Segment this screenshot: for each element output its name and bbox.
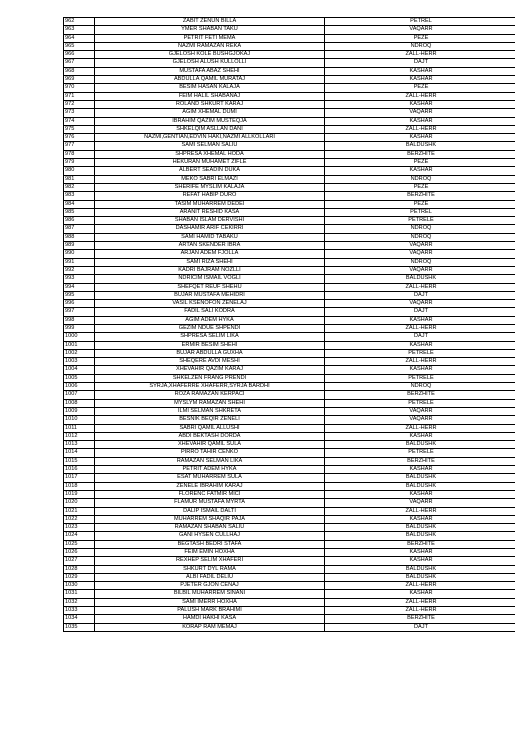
table-row [64,134,515,142]
village-name: PEZE [325,200,515,208]
person-name: FEIM HALIL SHABANAJ [95,92,325,100]
row-number: 990 [64,250,95,258]
row-number: 985 [64,208,95,216]
person-name: SAMI HAMID TABAKU [95,233,325,241]
village-name: KASHAR [325,134,515,142]
village-name: VAQARR [325,266,515,274]
table-row [64,582,515,590]
person-name: SAMI RIZA SHEHI [95,258,325,266]
row-number: 1011 [64,424,95,432]
row-number: 980 [64,167,95,175]
person-name: ARANIT RESHID KASA [95,208,325,216]
table-row [64,374,515,382]
village-name: VAQARR [325,300,515,308]
village-name: BERZHITE [325,150,515,158]
table-row [64,109,515,117]
row-number: 983 [64,192,95,200]
row-number: 965 [64,42,95,50]
table-row [64,183,515,191]
row-number: 1035 [64,623,95,631]
person-name: PALUSH MARK BRAHIMI [95,607,325,615]
person-name: BUJAR ABDULLA GUXHA [95,349,325,357]
row-number: 963 [64,26,95,34]
person-name: KADRI BAJRAM NOZLLI [95,266,325,274]
table-row [64,457,515,465]
row-number: 968 [64,67,95,75]
person-name: SABRI QAMIL ALLUSHI [95,424,325,432]
table-row [64,92,515,100]
village-name: PETRELE [325,217,515,225]
row-number: 975 [64,125,95,133]
village-name: ZALL-HERR [325,598,515,606]
table-row [64,125,515,133]
row-number: 991 [64,258,95,266]
village-name: PEZE [325,159,515,167]
table-row [64,217,515,225]
person-name: GEZIM NDUE SHPENDI [95,324,325,332]
table-row [64,283,515,291]
table-row [64,26,515,34]
village-name: BERZHITE [325,615,515,623]
person-name: ROZA RAMAZAN KERPACI [95,391,325,399]
row-number: 967 [64,59,95,67]
person-name: ALBERT SEADIN DUKA [95,167,325,175]
table-row [64,490,515,498]
row-number: 1012 [64,432,95,440]
row-number: 981 [64,175,95,183]
row-number: 964 [64,34,95,42]
village-name: DAJT [325,333,515,341]
village-name: ZALL-HERR [325,92,515,100]
person-name: ESAT MUHARREM SULA [95,474,325,482]
beneficiary-table [63,17,515,632]
village-name: PETRELE [325,349,515,357]
row-number: 1032 [64,598,95,606]
row-number: 995 [64,291,95,299]
person-name: SYRJA,XHAFERRE XHAFERR,SYRJA BARDHI [95,383,325,391]
village-name: VAQARR [325,416,515,424]
table-row [64,432,515,440]
table-row [64,532,515,540]
row-number: 1020 [64,499,95,507]
row-number: 969 [64,76,95,84]
person-name: ERMIR BESIM SHEHI [95,341,325,349]
person-name: REXHEP SELIM XHAFERI [95,557,325,565]
row-number: 1031 [64,590,95,598]
village-name: KASHAR [325,67,515,75]
row-number: 1022 [64,515,95,523]
village-name: BALDUSHK [325,441,515,449]
table-row [64,366,515,374]
person-name: NAZMI RAMAZAN REKA [95,42,325,50]
table-row [64,233,515,241]
person-name: ILMI SELMAN SHKRETA [95,407,325,415]
person-name: MYSLYM RAMAZAN SHEHI [95,399,325,407]
village-name: BALDUSHK [325,573,515,581]
village-name: KASHAR [325,316,515,324]
person-name: REFAT HABIP DURO [95,192,325,200]
row-number: 1024 [64,532,95,540]
person-name: SHPRESA XHEMAL HODA [95,150,325,158]
table-row [64,175,515,183]
village-name: BALDUSHK [325,275,515,283]
table-row [64,565,515,573]
person-name: NDRICIM ISMAIL VOGLI [95,275,325,283]
village-name: ZALL-HERR [325,582,515,590]
row-number: 988 [64,233,95,241]
table-row [64,507,515,515]
table-row [64,623,515,631]
table-row [64,466,515,474]
table-row [64,67,515,75]
row-number: 978 [64,150,95,158]
table-row [64,324,515,332]
village-name: VAQARR [325,109,515,117]
village-name: PETRELE [325,374,515,382]
row-number: 1007 [64,391,95,399]
row-number: 1034 [64,615,95,623]
person-name: HAMDI HAKHI KASA [95,615,325,623]
person-name: BILBIL MUHARREM SINANI [95,590,325,598]
village-name: KASHAR [325,432,515,440]
village-name: NDROQ [325,225,515,233]
row-number: 1016 [64,466,95,474]
village-name: VAQARR [325,26,515,34]
table-row [64,407,515,415]
table-row [64,308,515,316]
village-name: ZALL-HERR [325,324,515,332]
row-number: 993 [64,275,95,283]
table-row [64,167,515,175]
row-number: 1008 [64,399,95,407]
row-number: 994 [64,283,95,291]
village-name: NDROQ [325,383,515,391]
person-name: XHEVAHIR QAMIL SULA [95,441,325,449]
table-row [64,275,515,283]
person-name: PIRRO TAHIR CENKO [95,449,325,457]
village-name: BERZHITE [325,540,515,548]
row-number: 1004 [64,366,95,374]
person-name: NAZMI,GENTIAN,EDVIN HAKI,NAZMI ALLKOLLARI [95,134,325,142]
row-number: 1018 [64,482,95,490]
village-name: PEZE [325,84,515,92]
table-row [64,225,515,233]
row-number: 1026 [64,549,95,557]
table-row [64,358,515,366]
village-name: PETREL [325,18,515,26]
row-number: 973 [64,109,95,117]
person-name: BUJAR MUSTAFA MEHIDRI [95,291,325,299]
village-name: ZALL-HERR [325,424,515,432]
table-row [64,515,515,523]
table-row [64,441,515,449]
row-number: 1005 [64,374,95,382]
person-name: FLORENC FATMIR MICI [95,490,325,498]
person-name: FEIM EMIN HOXHA [95,549,325,557]
person-name: MUSTAFA ABAZ SHEHI [95,67,325,75]
person-name: IBRAHIM QAZIM MUSTEQJA [95,117,325,125]
person-name: SHPRESA SELIM LIKA [95,333,325,341]
person-name: GJELOSH KOLE BUSHGJOKAJ [95,51,325,59]
village-name: BALDUSHK [325,524,515,532]
person-name: GANI HYSEN CULLHAJ [95,532,325,540]
row-number: 996 [64,300,95,308]
person-name: BESNIK BEQIR ZENELI [95,416,325,424]
row-number: 992 [64,266,95,274]
row-number: 1013 [64,441,95,449]
row-number: 1002 [64,349,95,357]
table-row [64,333,515,341]
table-row [64,300,515,308]
village-name: PETRELE [325,449,515,457]
row-number: 1027 [64,557,95,565]
village-name: BALDUSHK [325,142,515,150]
row-number: 979 [64,159,95,167]
person-name: DASHAMIR ARIF CEKIRRI [95,225,325,233]
row-number: 976 [64,134,95,142]
village-name: KASHAR [325,100,515,108]
row-number: 1029 [64,573,95,581]
village-name: KASHAR [325,490,515,498]
village-name: VAQARR [325,499,515,507]
village-name: BERZHITE [325,192,515,200]
person-name: ROLAND SHKURT KARAJ [95,100,325,108]
person-name: ABDI BEKTASH DORDA [95,432,325,440]
village-name: ZALL-HERR [325,51,515,59]
person-name: SHKURT DYL RAMA [95,565,325,573]
row-number: 970 [64,84,95,92]
village-name: BALDUSHK [325,474,515,482]
row-number: 962 [64,18,95,26]
table-row [64,51,515,59]
row-number: 1001 [64,341,95,349]
person-name: SHEFQET REUF SHEHU [95,283,325,291]
person-name: VASIL KSENOFON ZENELAJ [95,300,325,308]
row-number: 966 [64,51,95,59]
row-number: 987 [64,225,95,233]
village-name: NDROQ [325,42,515,50]
row-number: 982 [64,183,95,191]
village-name: BALDUSHK [325,482,515,490]
table-row [64,59,515,67]
person-name: RAMAZAN SHABAN SALIU [95,524,325,532]
village-name: KASHAR [325,117,515,125]
person-name: PJETER GJON CENAJ [95,582,325,590]
person-name: DALIP ISMAIL DALTI [95,507,325,515]
village-name: PEZE [325,34,515,42]
table-row [64,100,515,108]
village-name: ZALL-HERR [325,607,515,615]
row-number: 971 [64,92,95,100]
table-row [64,573,515,581]
village-name: KASHAR [325,167,515,175]
person-name: SHKELZEN FRANG PRENDI [95,374,325,382]
village-name: NDROQ [325,258,515,266]
table-row [64,316,515,324]
row-number: 1030 [64,582,95,590]
person-name: BESIM HASAN KALAJA [95,84,325,92]
table-row [64,84,515,92]
table-row [64,615,515,623]
village-name: DAJT [325,623,515,631]
table-row [64,266,515,274]
table-row [64,607,515,615]
person-name: FADIL SALI KODRA [95,308,325,316]
row-number: 984 [64,200,95,208]
table-row [64,499,515,507]
table-row [64,424,515,432]
table-row [64,383,515,391]
village-name: KASHAR [325,366,515,374]
row-number: 1006 [64,383,95,391]
table-row [64,76,515,84]
table-row [64,399,515,407]
village-name: VAQARR [325,407,515,415]
person-name: PETRIT FETI MEMA [95,34,325,42]
row-number: 997 [64,308,95,316]
village-name: KASHAR [325,549,515,557]
person-name: FLAMUR MUSTAFA MYRTA [95,499,325,507]
row-number: 1000 [64,333,95,341]
person-name: GJELOSH ALUSH KULLOLLI [95,59,325,67]
village-name: DAJT [325,291,515,299]
village-name: NDROQ [325,233,515,241]
row-number: 1025 [64,540,95,548]
village-name: KASHAR [325,590,515,598]
table-row [64,540,515,548]
person-name: KORAP RAM MEMAJ [95,623,325,631]
table-row [64,192,515,200]
table-row [64,18,515,26]
village-name: BERZHITE [325,391,515,399]
person-name: SHABAN ISLAM DERVISHI [95,217,325,225]
person-name: ARJAN ADEM FJOLLA [95,250,325,258]
person-name: SHERIFE MYSLIM KALAJA [95,183,325,191]
village-name: BALDUSHK [325,565,515,573]
person-name: SAMI IMERR HOXHA [95,598,325,606]
table-row [64,208,515,216]
table-row [64,258,515,266]
row-number: 1019 [64,490,95,498]
village-name: VAQARR [325,250,515,258]
table-row [64,549,515,557]
table-row [64,291,515,299]
table-row [64,117,515,125]
row-number: 999 [64,324,95,332]
row-number: 1028 [64,565,95,573]
village-name: KASHAR [325,466,515,474]
table-row [64,524,515,532]
village-name: KASHAR [325,515,515,523]
village-name: VAQARR [325,242,515,250]
row-number: 1021 [64,507,95,515]
person-name: AGIM XHEMAL DUMI [95,109,325,117]
village-name: BALDUSHK [325,532,515,540]
row-number: 972 [64,100,95,108]
row-number: 1010 [64,416,95,424]
table-row [64,42,515,50]
village-name: ZALL-HERR [325,125,515,133]
row-number: 989 [64,242,95,250]
village-name: KASHAR [325,76,515,84]
table-row [64,142,515,150]
table-row [64,242,515,250]
table-row [64,391,515,399]
table-row [64,349,515,357]
row-number: 1015 [64,457,95,465]
village-name: ZALL-HERR [325,283,515,291]
village-name: PETRELE [325,399,515,407]
table-row [64,341,515,349]
table-row [64,250,515,258]
person-name: RAMAZAN SELMAN LIKA [95,457,325,465]
row-number: 1003 [64,358,95,366]
person-name: AGIM ADEM HYKA [95,316,325,324]
person-name: MEKO SABRI ELMAZI [95,175,325,183]
person-name: HEKURAN MUHAMET ZIFLE [95,159,325,167]
person-name: BEGTASH BEDRI STAFA [95,540,325,548]
table-row [64,474,515,482]
person-name: ARTAN SKENDER IBRA [95,242,325,250]
table-row [64,590,515,598]
row-number: 974 [64,117,95,125]
village-name: ZALL-HERR [325,507,515,515]
row-number: 1033 [64,607,95,615]
person-name: PETRIT ADEM HYKA [95,466,325,474]
table-row [64,598,515,606]
person-name: TASIM MUHARREM DEDEI [95,200,325,208]
table-row [64,482,515,490]
village-name: KASHAR [325,557,515,565]
row-number: 998 [64,316,95,324]
village-name: PEZE [325,183,515,191]
person-name: ZABIT ZENUN BILLA [95,18,325,26]
village-name: PETREL [325,208,515,216]
village-name: DAJT [325,59,515,67]
village-name: BERZHITE [325,457,515,465]
village-name: KASHAR [325,341,515,349]
row-number: 1014 [64,449,95,457]
table-row [64,449,515,457]
row-number: 986 [64,217,95,225]
person-name: MUHARREM SHAQIR PAJA [95,515,325,523]
person-name: SHEQERE AVDI MESHI [95,358,325,366]
person-name: ALBI FADIL DELIU [95,573,325,581]
village-name: NDROQ [325,175,515,183]
person-name: SAMI SELMAN SALIU [95,142,325,150]
village-name: DAJT [325,308,515,316]
person-name: XHEVAHIR QAZIM KARAJ [95,366,325,374]
person-name: YMER SHABAN TAKU [95,26,325,34]
table-row [64,159,515,167]
person-name: ZENELE IBRAHIM KARAJ [95,482,325,490]
row-number: 1023 [64,524,95,532]
table-body [64,18,515,632]
table-row [64,557,515,565]
table-row [64,150,515,158]
person-name: SHKELQIM ASLLAN DANI [95,125,325,133]
table-row [64,34,515,42]
row-number: 1009 [64,407,95,415]
table-row [64,416,515,424]
table-row [64,200,515,208]
person-name: ABDULLA QAMIL MURATAJ [95,76,325,84]
village-name: ZALL-HERR [325,358,515,366]
row-number: 1017 [64,474,95,482]
row-number: 977 [64,142,95,150]
